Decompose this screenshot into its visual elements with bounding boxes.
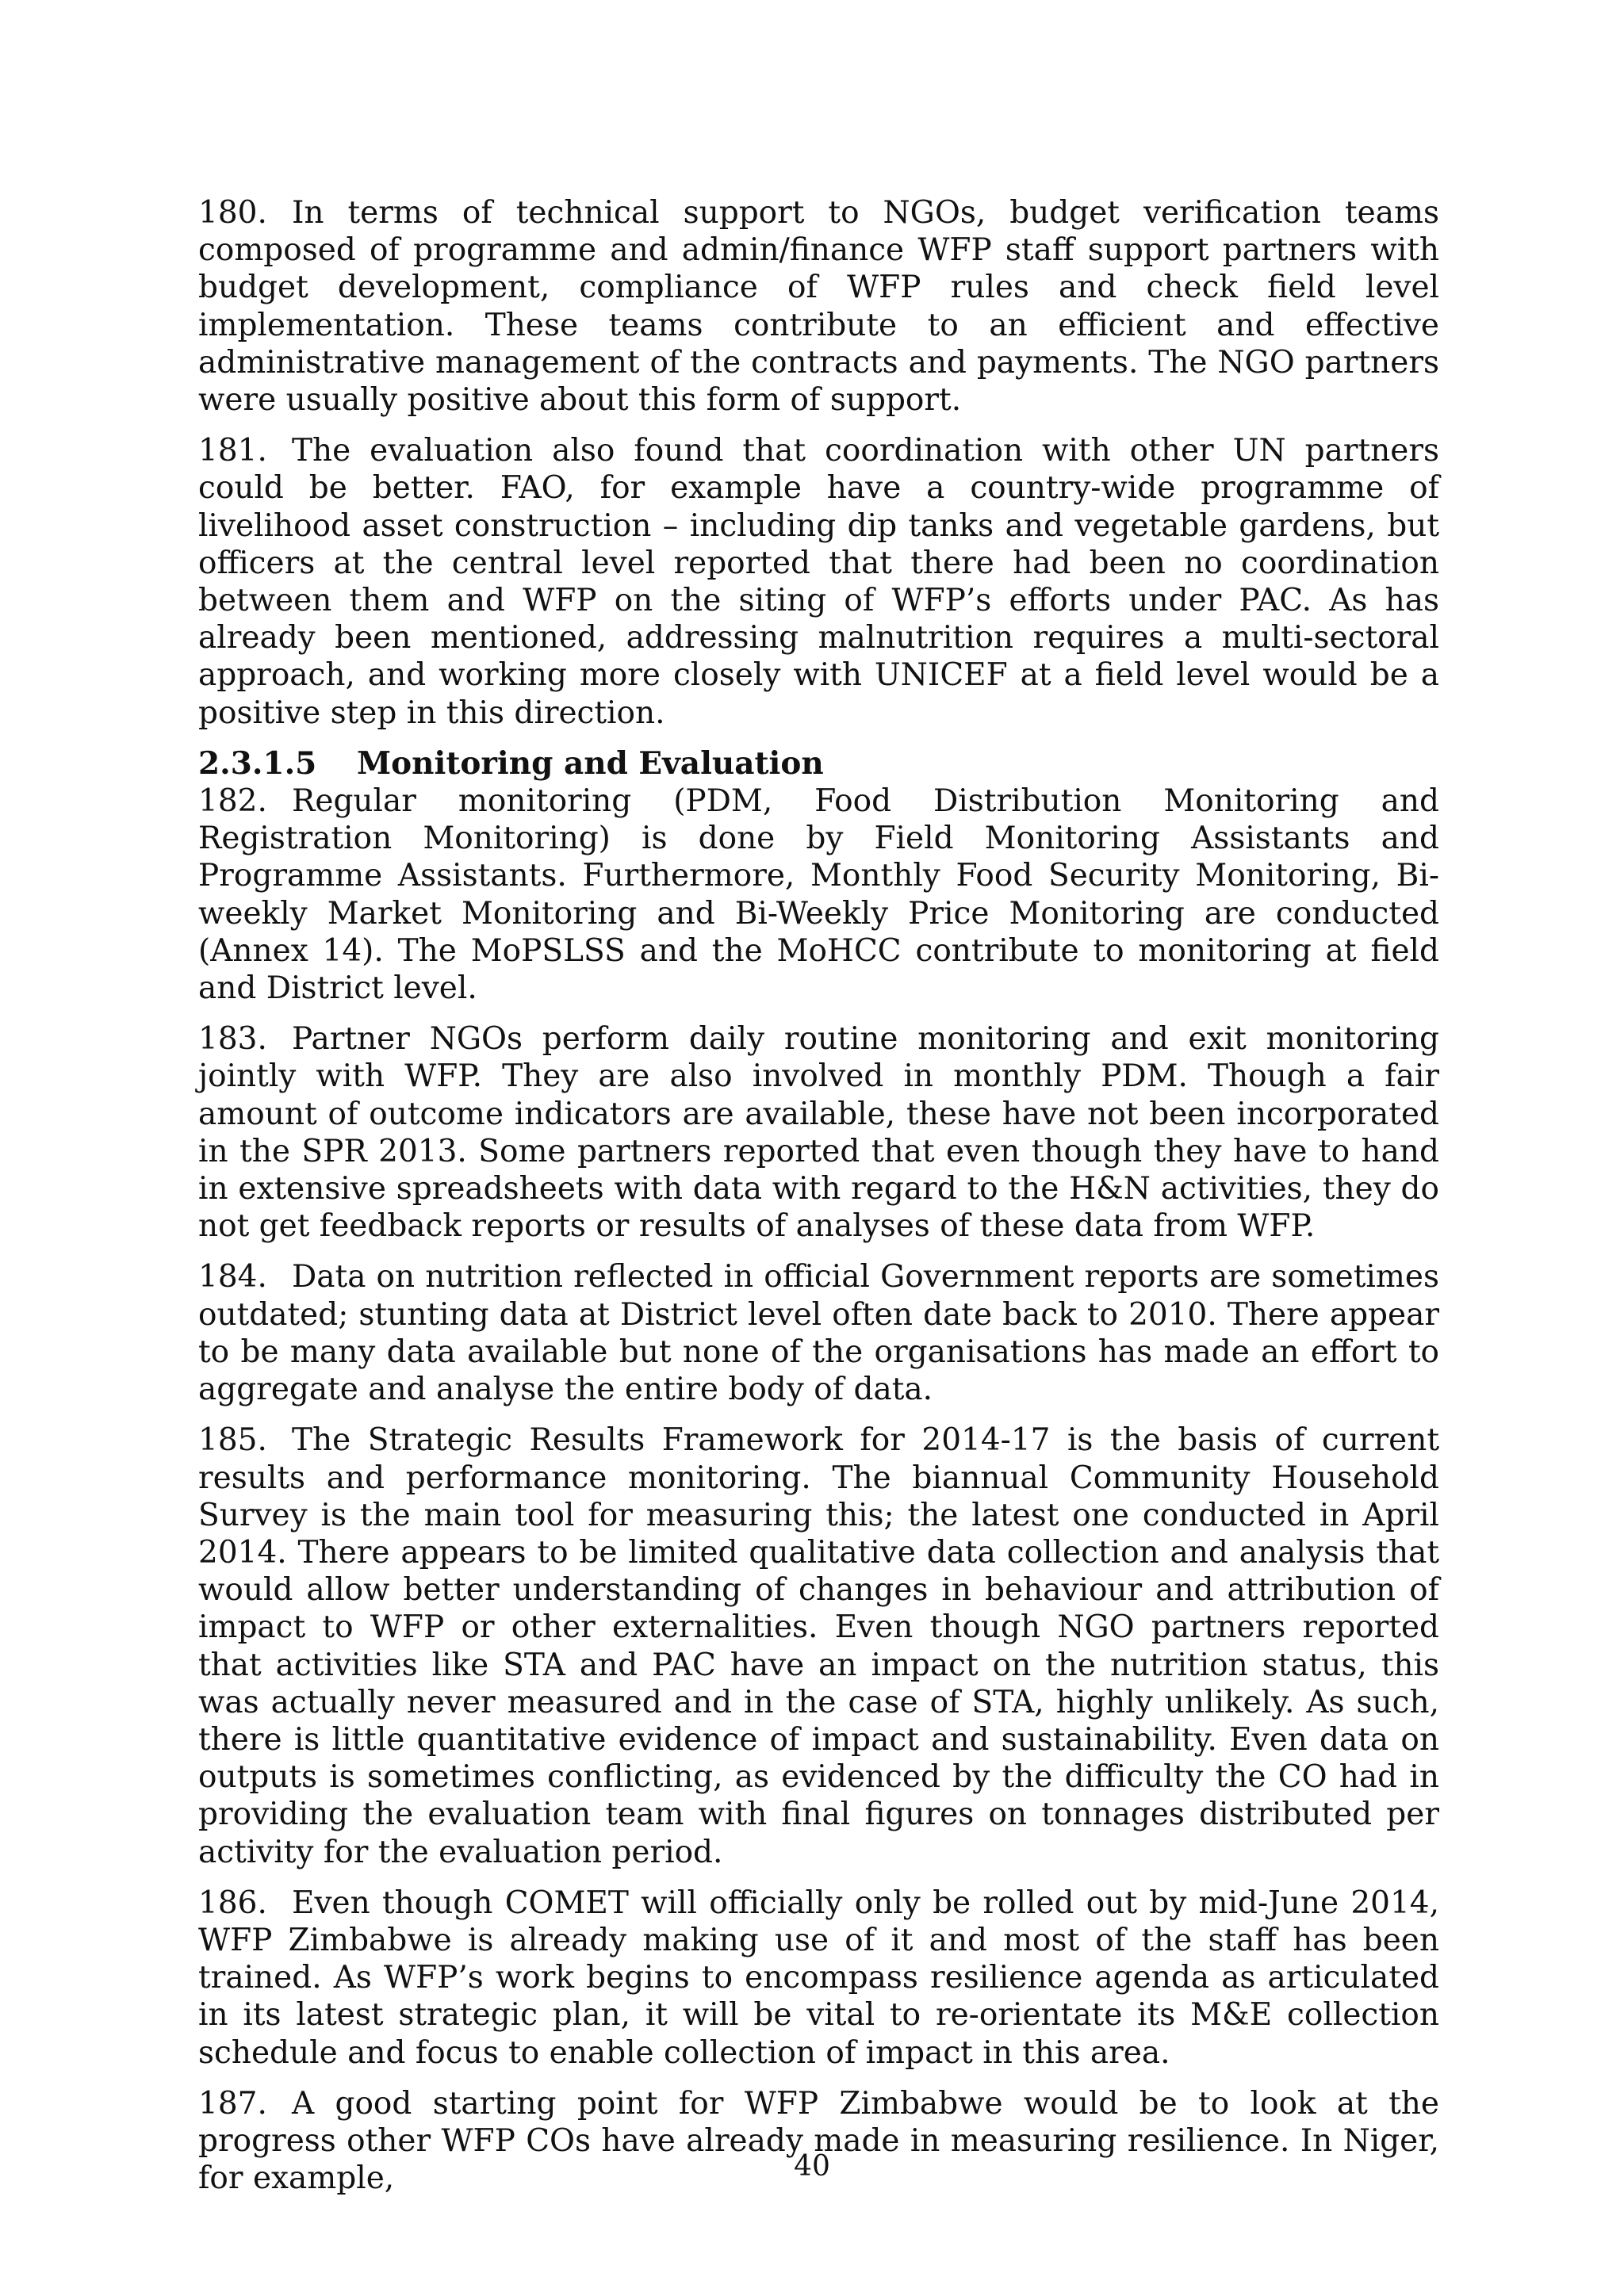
paragraph-text: A good starting point for WFP Zimbabwe would be to look at the progress other WFP COs have already made in measuring resilience. In Niger, for example, [198, 2085, 1439, 2197]
paragraph-180 [198, 194, 1439, 419]
page-number: 40 [794, 2150, 830, 2183]
paragraph-184 [198, 1258, 1439, 1408]
paragraph-181 [198, 432, 1439, 732]
paragraph-number: 182. [198, 783, 267, 820]
paragraph-number: 183. [198, 1021, 267, 1058]
paragraph-183 [198, 1020, 1439, 1245]
paragraph-text: In terms of technical support to NGOs, budget verification teams composed of programme and admin/finance WFP staff support partners with budget development, compliance of WFP rules and check field level implementation. These teams contribute to an efficient and effective administrative management of the contracts and payments. The NGO partners were usually positive about this form of support. [198, 195, 1439, 419]
document-page [198, 194, 1439, 2210]
paragraph-text: Partner NGOs perform daily routine monitoring and exit monitoring jointly with WFP. They are also involved in monthly PDM. Though a fair amount of outcome indicators are available, these have not been incorporated in the SPR 2013. Some partners reported that even though they have to hand in extensive spreadsheets with data with regard to the H&N activities, they do not get feedback reports or results of analyses of these data from WFP. [198, 1021, 1439, 1245]
paragraph-text: The evaluation also found that coordination with other UN partners could be better. FAO, for example have a country-wide programme of livelihood asset construction – including dip tanks and vegetable gardens, but officers at the central level reported that there had been no coordination between them and WFP on the siting of WFP’s efforts under PAC. As has already been mentioned, addressing malnutrition requires a multi-sectoral approach, and working more closely with UNICEF at a field level would be a positive step in this direction. [198, 433, 1439, 731]
paragraph-text: The Strategic Results Framework for 2014-17 is the basis of current results and performance monitoring. The biannual Community Household Survey is the main tool for measuring this; the latest one conducted in April 2014. There appears to be limited qualitative data collection and analysis that would allow better understanding of changes in behaviour and attribution of impact to WFP or other externalities. Even though NGO partners reported that activities like STA and PAC have an impact on the nutrition status, this was actually never measured and in the case of STA, highly unlikely. As such, there is little quantitative evidence of impact and sustainability. Even data on outputs is sometimes conflicting, as evidenced by the difficulty the CO had in providing the evaluation team with final figures on tonnages distributed per activity for the evaluation period. [198, 1422, 1439, 1870]
paragraph-number: 181. [198, 433, 267, 469]
paragraph-text: Data on nutrition reflected in official Government reports are sometimes outdated; stunting data at District level often date back to 2010. There appear to be many data available but none of the organisations has made an effort to aggregate and analyse the entire body of data. [198, 1259, 1439, 1408]
paragraph-number: 184. [198, 1259, 267, 1295]
paragraph-186 [198, 1885, 1439, 2072]
section-number: 2.3.1.5 [198, 744, 317, 782]
paragraph-number: 180. [198, 195, 267, 231]
section-title: Monitoring and Evaluation [357, 744, 824, 782]
paragraph-number: 185. [198, 1422, 267, 1459]
paragraph-185 [198, 1422, 1439, 1870]
section-heading [198, 745, 1439, 783]
paragraph-number: 186. [198, 1885, 267, 1921]
paragraph-number: 187. [198, 2085, 267, 2122]
paragraph-text: Regular monitoring (PDM, Food Distribution Monitoring and Registration Monitoring) is done by Field Monitoring Assistants and Programme Assistants. Furthermore, Monthly Food Security Monitoring, Bi-weekly Market Monitoring and Bi-Weekly Price Monitoring are conducted (Annex 14). The MoPSLSS and the MoHCC contribute to monitoring at field and District level. [198, 783, 1439, 1007]
paragraph-text: Even though COMET will officially only be rolled out by mid-June 2014, WFP Zimbabwe is already making use of it and most of the staff has been trained. As WFP’s work begins to encompass resilience agenda as articulated in its latest strategic plan, it will be vital to re-orientate its M&E collection schedule and focus to enable collection of impact in this area. [198, 1885, 1439, 2071]
paragraph-182 [198, 783, 1439, 1007]
